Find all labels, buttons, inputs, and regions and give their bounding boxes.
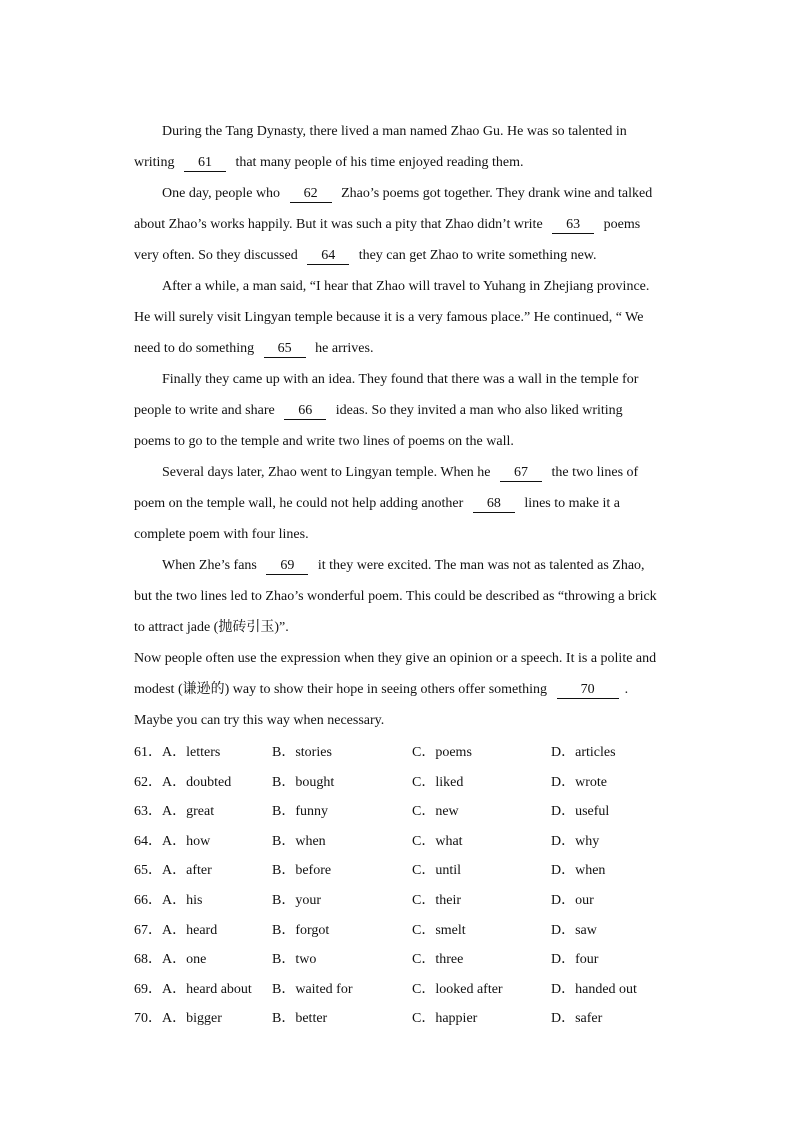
option-b: B．waited for	[272, 981, 353, 997]
blank-65: 65	[264, 341, 306, 358]
passage-text: ideas. So they invited a man who also liked writing	[335, 403, 623, 418]
passage-text: need to do something	[134, 341, 255, 356]
passage-text: he arrives.	[315, 341, 374, 356]
passage-line	[134, 581, 674, 612]
blank-66: 66	[284, 403, 326, 420]
option-a: A．after	[162, 863, 212, 879]
passage-text: poems	[603, 217, 641, 232]
blank-63: 63	[552, 217, 594, 234]
question-row	[134, 945, 674, 975]
passage-line	[134, 612, 674, 643]
passage-text: it they were excited. The man was not as talented as Zhao,	[317, 558, 645, 573]
passage-text: about Zhao’s works happily. But it was such a pity that Zhao didn’t write	[134, 217, 543, 232]
passage-text: they can get Zhao to write something new.	[358, 248, 597, 263]
passage-line	[134, 457, 674, 488]
passage-line	[134, 705, 674, 736]
passage-line	[134, 643, 674, 674]
question-number: 67．	[134, 922, 162, 938]
passage-text: Several days later, Zhao went to Lingyan temple. When he	[162, 465, 491, 480]
passage-text: lines to make it a	[524, 496, 620, 511]
option-b: B．stories	[272, 745, 332, 760]
question-number: 66．	[134, 892, 162, 908]
option-c: C．happier	[412, 1011, 478, 1027]
cloze-passage	[134, 116, 674, 736]
passage-text: poems to go to the temple and write two lines of poems on the wall.	[134, 434, 514, 449]
option-d: D．safer	[551, 1011, 603, 1027]
question-number: 62．	[134, 774, 162, 790]
blank-68: 68	[473, 496, 515, 513]
passage-line	[134, 178, 674, 209]
blank-70: 70	[557, 682, 619, 699]
passage-line	[134, 302, 674, 333]
passage-line	[134, 116, 674, 147]
passage-text: very often. So they discussed	[134, 248, 298, 263]
blank-61: 61	[184, 155, 226, 172]
passage-line	[134, 364, 674, 395]
option-d: D．articles	[551, 745, 616, 760]
question-row	[134, 856, 674, 886]
passage-text: He will surely visit Lingyan temple because it is a very famous place.” He continued, “ We	[134, 310, 644, 325]
passage-line	[134, 519, 674, 550]
option-d: D．our	[551, 892, 594, 908]
passage-line	[134, 271, 674, 302]
option-b: B．your	[272, 892, 321, 908]
passage-text: One day, people who	[162, 186, 281, 201]
question-row	[134, 797, 674, 827]
option-c: C．poems	[412, 745, 472, 760]
blank-67: 67	[500, 465, 542, 482]
option-c: C．smelt	[412, 922, 466, 938]
passage-text: that many people of his time enjoyed reading them.	[235, 155, 524, 170]
passage-text: After a while, a man said, “I hear that Zhao will travel to Yuhang in Zhejiang province.	[162, 279, 650, 294]
passage-line	[134, 209, 674, 240]
passage-text: Now people often use the expression when they give an opinion or a speech. It is a polite and	[134, 651, 657, 666]
question-row	[134, 886, 674, 916]
question-row	[134, 975, 674, 1005]
option-a: A．letters	[162, 745, 221, 760]
question-number: 68．	[134, 952, 162, 968]
option-b: B．two	[272, 952, 317, 968]
passage-text: Maybe you can try this way when necessary.	[134, 713, 385, 728]
option-a: A．his	[162, 892, 203, 908]
option-a: A．one	[162, 952, 207, 968]
passage-text: complete poem with four lines.	[134, 527, 309, 542]
option-d: D．handed out	[551, 981, 637, 997]
question-row	[134, 768, 674, 798]
question-number: 63．	[134, 804, 162, 820]
document-page	[134, 116, 674, 1034]
option-a: A．great	[162, 804, 215, 820]
answer-options	[134, 738, 674, 1034]
question-row	[134, 827, 674, 857]
option-c: C．new	[412, 804, 459, 820]
option-b: B．funny	[272, 804, 328, 820]
blank-69: 69	[266, 558, 308, 575]
option-a: A．doubted	[162, 774, 232, 790]
question-number: 61．	[134, 745, 162, 760]
option-d: D．when	[551, 863, 606, 879]
passage-text: Finally they came up with an idea. They found that there was a wall in the temple for	[162, 372, 639, 387]
passage-text: When Zhe’s fans	[162, 558, 257, 573]
option-c: C．until	[412, 863, 462, 879]
passage-line	[134, 147, 674, 178]
option-c: C．three	[412, 952, 464, 968]
option-b: B．bought	[272, 774, 335, 790]
question-row	[134, 738, 674, 768]
option-a: A．how	[162, 833, 211, 849]
passage-text: Zhao’s poems got together. They drank wine and talked	[341, 186, 653, 201]
passage-text: modest (谦逊的) way to show their hope in seeing others offer something	[134, 682, 548, 697]
option-b: B．forgot	[272, 922, 330, 938]
question-number: 65．	[134, 863, 162, 879]
option-c: C．looked after	[412, 981, 503, 997]
passage-line	[134, 488, 674, 519]
option-d: D．wrote	[551, 774, 607, 790]
passage-text: but the two lines led to Zhao’s wonderful poem. This could be described as “throwing a brick	[134, 589, 657, 604]
option-d: D．why	[551, 833, 600, 849]
passage-text: to attract jade (抛砖引玉)”.	[134, 620, 289, 635]
option-d: D．useful	[551, 804, 610, 820]
option-a: A．bigger	[162, 1011, 222, 1027]
option-c: C．what	[412, 833, 463, 849]
passage-line	[134, 550, 674, 581]
passage-line	[134, 240, 674, 271]
option-b: B．when	[272, 833, 326, 849]
passage-text: poem on the temple wall, he could not help adding another	[134, 496, 464, 511]
option-c: C．liked	[412, 774, 464, 790]
option-d: D．four	[551, 952, 599, 968]
option-d: D．saw	[551, 922, 597, 938]
option-a: A．heard about	[162, 981, 252, 997]
blank-64: 64	[307, 248, 349, 265]
question-row	[134, 1004, 674, 1034]
passage-text: the two lines of	[551, 465, 639, 480]
passage-text: During the Tang Dynasty, there lived a man named Zhao Gu. He was so talented in	[162, 124, 627, 139]
passage-text: people to write and share	[134, 403, 275, 418]
passage-line	[134, 395, 674, 426]
option-b: B．before	[272, 863, 332, 879]
passage-line	[134, 674, 674, 705]
option-a: A．heard	[162, 922, 218, 938]
question-number: 69．	[134, 981, 162, 997]
blank-62: 62	[290, 186, 332, 203]
passage-line	[134, 426, 674, 457]
question-number: 64．	[134, 833, 162, 849]
passage-text: .	[624, 682, 629, 697]
option-c: C．their	[412, 892, 461, 908]
passage-text: writing	[134, 155, 175, 170]
passage-line	[134, 333, 674, 364]
option-b: B．better	[272, 1011, 328, 1027]
question-number: 70．	[134, 1011, 162, 1027]
question-row	[134, 916, 674, 946]
